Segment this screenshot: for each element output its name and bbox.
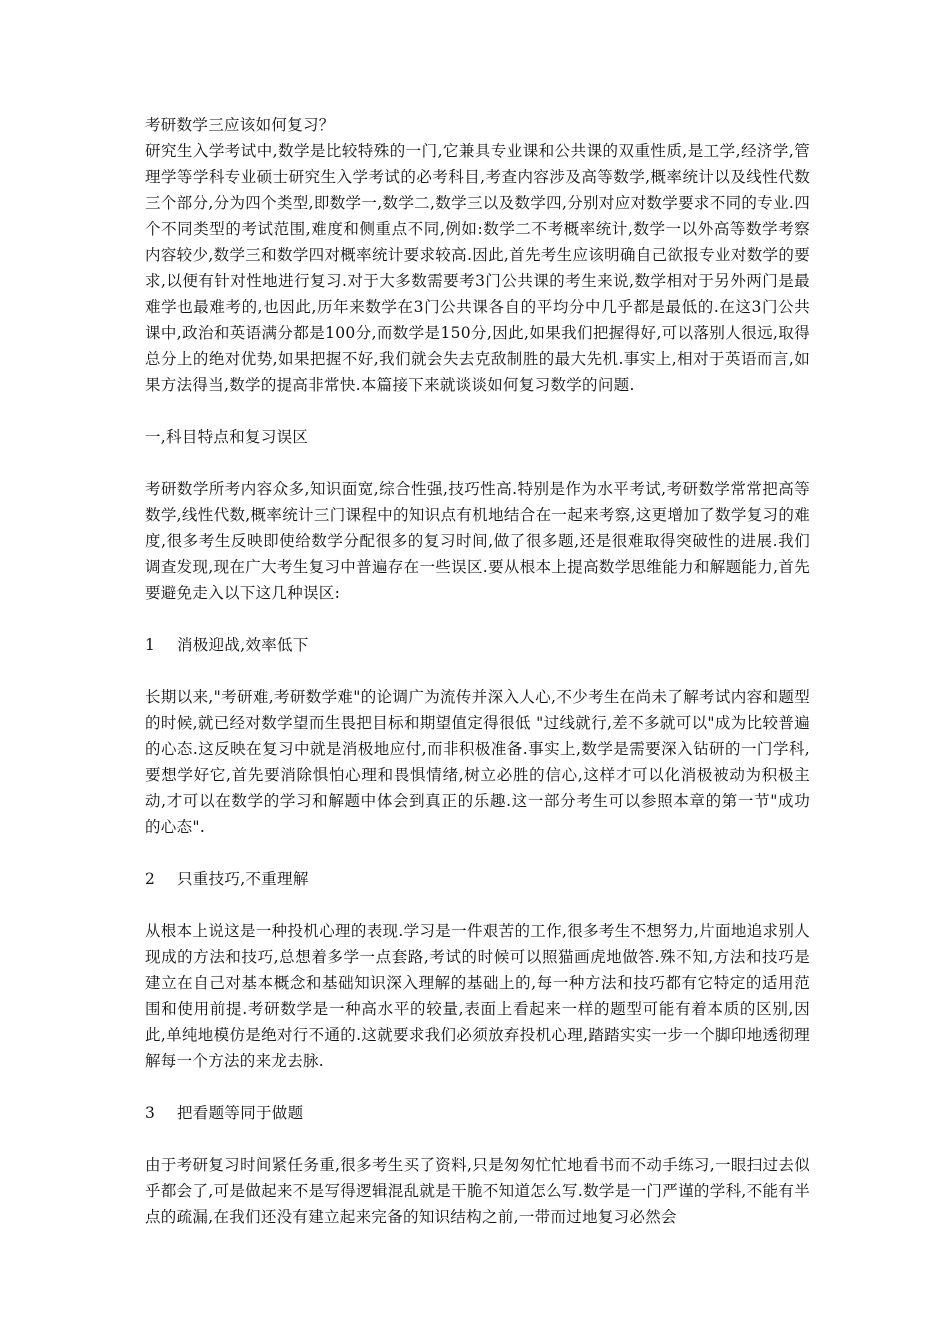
item-paragraph: 长期以来,"考研难,考研数学难"的论调广为流传并深入人心,不少考生在尚未了解考试内容和题型的时候,就已经对数学望而生畏把目标和期望值定得很低 "过线就行,差不多就可以"成为比较普遍的心态.这反映在复习中就是消极地应付,而非积极准备.事实上,数学是需要深入钻研的一门学科,要想学好它,首先要消除惧怕心理和畏惧情绪,树立必胜的信心,这样才可以化消极被动为积极主动,才可以在数学的学习和解题中体会到真正的乐趣.这一部分考生可以参照本章的第一节"成功的心态". — [145, 688, 810, 836]
item-number: 2 — [145, 870, 156, 888]
spacer — [145, 1126, 810, 1152]
spacer — [145, 398, 810, 424]
item-paragraph: 由于考研复习时间紧任务重,很多考生买了资料,只是匆匆忙忙地看书而不动手练习,一眼扫过去似乎都会了,可是做起来不是写得逻辑混乱就是干脆不知道怎么写.数学是一门严谨的学科,不能有半点的疏漏,在我们还没有建立起来完备的知识结构之前,一带而过地复习必然会 — [145, 1156, 810, 1226]
item-number: 1 — [145, 636, 156, 654]
intro-paragraph: 研究生入学考试中,数学是比较特殊的一门,它兼具专业课和公共课的双重性质,是工学,经济学,管理学等学科专业硕士研究生入学考试的必考科目,考查内容涉及高等数学,概率统计以及线性代数三个部分,分为四个类型,即数学一,数学二,数学三以及数学四,分别对应对数学要求不同的专业.四个不同类型的考试范围,难度和侧重点不同,例如:数学二不考概率统计,数学一以外高等数学考察内容较少,数学三和数学四对概率统计要求较高.因此,首先考生应该明确自己欲报专业对数学的要求,以便有针对性地进行复习.对于大多数需要考3门公共课的考生来说,数学相对于另外两门是最难学也最难考的,也因此,历年来数学在3门公共课各自的平均分中几乎都是最低的.在这3门公共课中,政治和英语满分都是100分,而数学是150分,因此,如果我们把握得好,可以落别人很远,取得总分上的绝对优势,如果把握不好,我们就会失去克敌制胜的最大先机.事实上,相对于英语而言,如果方法得当,数学的提高非常快.本篇接下来就谈谈如何复习数学的问题. — [145, 142, 810, 394]
section-paragraph: 考研数学所考内容众多,知识面宽,综合性强,技巧性高.特别是作为水平考试,考研数学常常把高等数学,线性代数,概率统计三门课程中的知识点有机地结合在一起来考察,这更增加了数学复习的难度,很多考生反映即使给数学分配很多的复习时间,做了很多题,还是很难取得突破性的进展.我们调查发现,现在广大考生复习中普遍存在一些误区.要从根本上提高数学思维能力和解题能力,首先要避免走入以下这几种误区: — [145, 480, 810, 602]
item-heading-text: 把看题等同于做题 — [177, 1104, 304, 1122]
item-heading — [145, 866, 810, 892]
item-heading — [145, 1100, 810, 1126]
spacer — [145, 892, 810, 918]
document-body — [145, 112, 810, 1230]
section-heading: 一,科目特点和复习误区 — [145, 428, 309, 446]
spacer — [145, 606, 810, 632]
item-heading-text: 消极迎战,效率低下 — [177, 636, 309, 654]
item-paragraph: 从根本上说这是一种投机心理的表现.学习是一件艰苦的工作,很多考生不想努力,片面地追求别人现成的方法和技巧,总想着多学一点套路,考试的时候可以照猫画虎地做答.殊不知,方法和技巧是建立在自己对基本概念和基础知识深入理解的基础上的,每一种方法和技巧都有它特定的适用范围和使用前提.考研数学是一种高水平的较量,表面上看起来一样的题型可能有着本质的区别,因此,单纯地模仿是绝对行不通的.这就要求我们必须放弃投机心理,踏踏实实一步一个脚印地透彻理解每一个方法的来龙去脉. — [145, 922, 810, 1070]
spacer — [145, 658, 810, 684]
spacer — [145, 450, 810, 476]
spacer — [145, 840, 810, 866]
item-number: 3 — [145, 1104, 156, 1122]
spacer — [145, 1074, 810, 1100]
item-heading-text: 只重技巧,不重理解 — [177, 870, 309, 888]
item-heading — [145, 632, 810, 658]
document-title: 考研数学三应该如何复习？ — [145, 116, 335, 134]
